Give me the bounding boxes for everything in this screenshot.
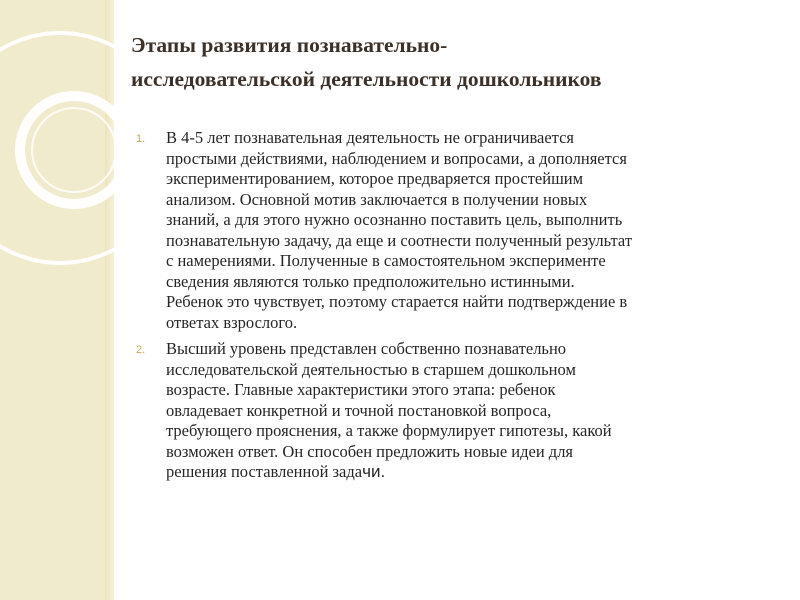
paragraph-line-text: решения поставленной зада	[166, 462, 363, 481]
paragraph-line-tail: чи.	[362, 462, 386, 481]
list-marker: 2.	[136, 344, 146, 356]
small-ring-inner	[32, 108, 116, 192]
paragraph-line: простыми действиями, наблюдением и вопросами, а дополняется	[166, 148, 627, 168]
paragraph-line: экспериментированием, которое предваряется простейшим	[166, 169, 584, 188]
paragraph-line: требующего прояснения, а также формулирует гипотезы, какой	[166, 421, 612, 440]
paragraph-line: анализом. Основной мотив заключается в получении новых	[166, 189, 588, 209]
paragraph-line: исследовательской деятельностью в старшем дошкольном	[166, 359, 576, 379]
paragraph-line: ответах взрослого.	[166, 312, 298, 332]
paragraph-line	[166, 462, 781, 483]
numbered-list	[131, 128, 781, 483]
paragraph-line: с намерениями. Полученные в самостоятельном эксперименте	[166, 251, 606, 270]
paragraph-line: Ребенок это чувствует, поэтому старается найти подтверждение в	[166, 292, 628, 311]
list-item	[131, 339, 781, 483]
slide-title-line: исследовательской деятельности дошкольников	[131, 67, 602, 91]
paragraph-line: Высший уровень представлен собственно познавательно	[166, 339, 567, 358]
paragraph-line: возрасте. Главные характеристики этого этапа: ребенок	[166, 380, 556, 399]
paragraph-line: познавательную задачу, да еще и соотнести полученный результат	[166, 230, 633, 250]
list-marker: 1.	[136, 133, 146, 145]
paragraph-line: знаний, а для этого нужно осознанно поставить цель, выполнить	[166, 210, 623, 229]
paragraph-line: В 4-5 лет познавательная деятельность не ограничивается	[166, 128, 575, 147]
paragraph-line: сведения являются только предположительно истинными.	[166, 271, 575, 291]
small-ring-outer	[20, 96, 128, 204]
paragraph-line: возможен ответ. Он способен предложить новые идеи для	[166, 441, 574, 461]
slide-title-line: Этапы развития познавательно-	[131, 33, 448, 57]
slide-title	[131, 28, 771, 96]
list-item	[131, 128, 781, 333]
paragraph-line: овладевает конкретной и точной постановкой вопроса,	[166, 400, 552, 420]
